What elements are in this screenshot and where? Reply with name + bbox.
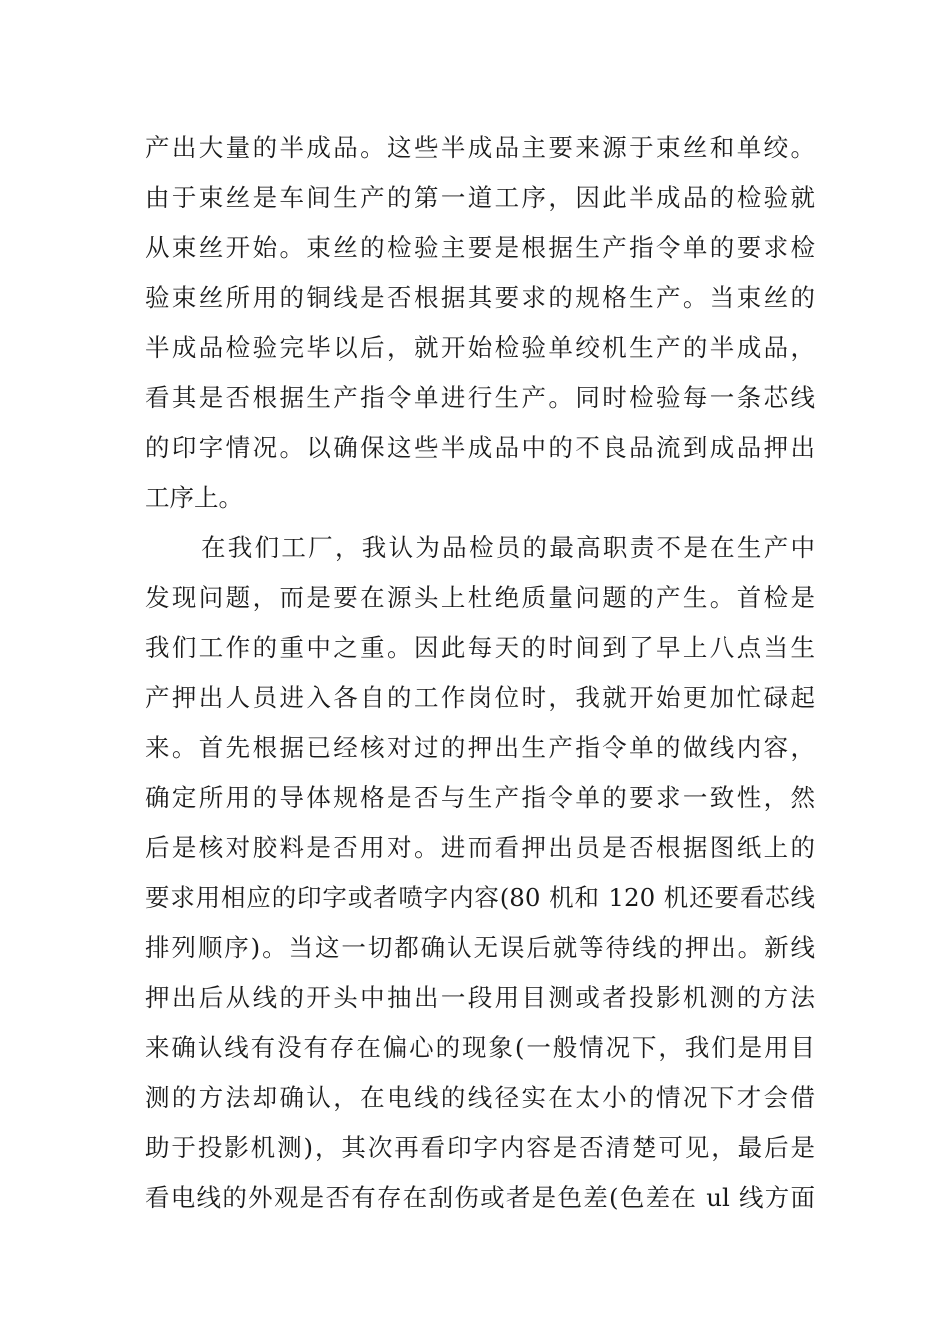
text-line: 看电线的外观是否有存在刮伤或者是色差(色差在 ul 线方面 bbox=[145, 1183, 815, 1212]
text-line: 我们工作的重中之重。因此每天的时间到了早上八点当生 bbox=[145, 633, 815, 662]
text-line: 产出大量的半成品。这些半成品主要来源于束丝和单绞。 bbox=[145, 133, 815, 162]
text-line: 要求用相应的印字或者喷字内容(80 机和 120 机还要看芯线 bbox=[145, 883, 815, 912]
text-line: 产押出人员进入各自的工作岗位时，我就开始更加忙碌起 bbox=[145, 683, 815, 712]
text-line: 半成品检验完毕以后，就开始检验单绞机生产的半成品， bbox=[145, 333, 815, 362]
text-line: 发现问题，而是要在源头上杜绝质量问题的产生。首检是 bbox=[145, 583, 815, 612]
text-line: 看其是否根据生产指令单进行生产。同时检验每一条芯线 bbox=[145, 383, 815, 412]
text-line: 来确认线有没有存在偏心的现象(一般情况下，我们是用目 bbox=[145, 1033, 815, 1062]
text-line: 助于投影机测)，其次再看印字内容是否清楚可见，最后是 bbox=[145, 1133, 815, 1162]
text-line: 工序上。 bbox=[145, 483, 243, 512]
text-line: 确定所用的导体规格是否与生产指令单的要求一致性，然 bbox=[145, 783, 815, 812]
text-line: 由于束丝是车间生产的第一道工序，因此半成品的检验就 bbox=[145, 183, 815, 212]
text-line: 从束丝开始。束丝的检验主要是根据生产指令单的要求检 bbox=[145, 233, 815, 262]
text-line: 排列顺序)。当这一切都确认无误后就等待线的押出。新线 bbox=[145, 933, 815, 962]
text-line: 押出后从线的开头中抽出一段用目测或者投影机测的方法 bbox=[145, 983, 815, 1012]
text-line: 在我们工厂，我认为品检员的最高职责不是在生产中 bbox=[201, 533, 815, 562]
text-line: 后是核对胶料是否用对。进而看押出员是否根据图纸上的 bbox=[145, 833, 815, 862]
text-line: 验束丝所用的铜线是否根据其要求的规格生产。当束丝的 bbox=[145, 283, 815, 312]
text-line: 来。首先根据已经核对过的押出生产指令单的做线内容， bbox=[145, 733, 815, 762]
text-line: 测的方法却确认，在电线的线径实在太小的情况下才会借 bbox=[145, 1083, 815, 1112]
text-line: 的印字情况。以确保这些半成品中的不良品流到成品押出 bbox=[145, 433, 815, 462]
